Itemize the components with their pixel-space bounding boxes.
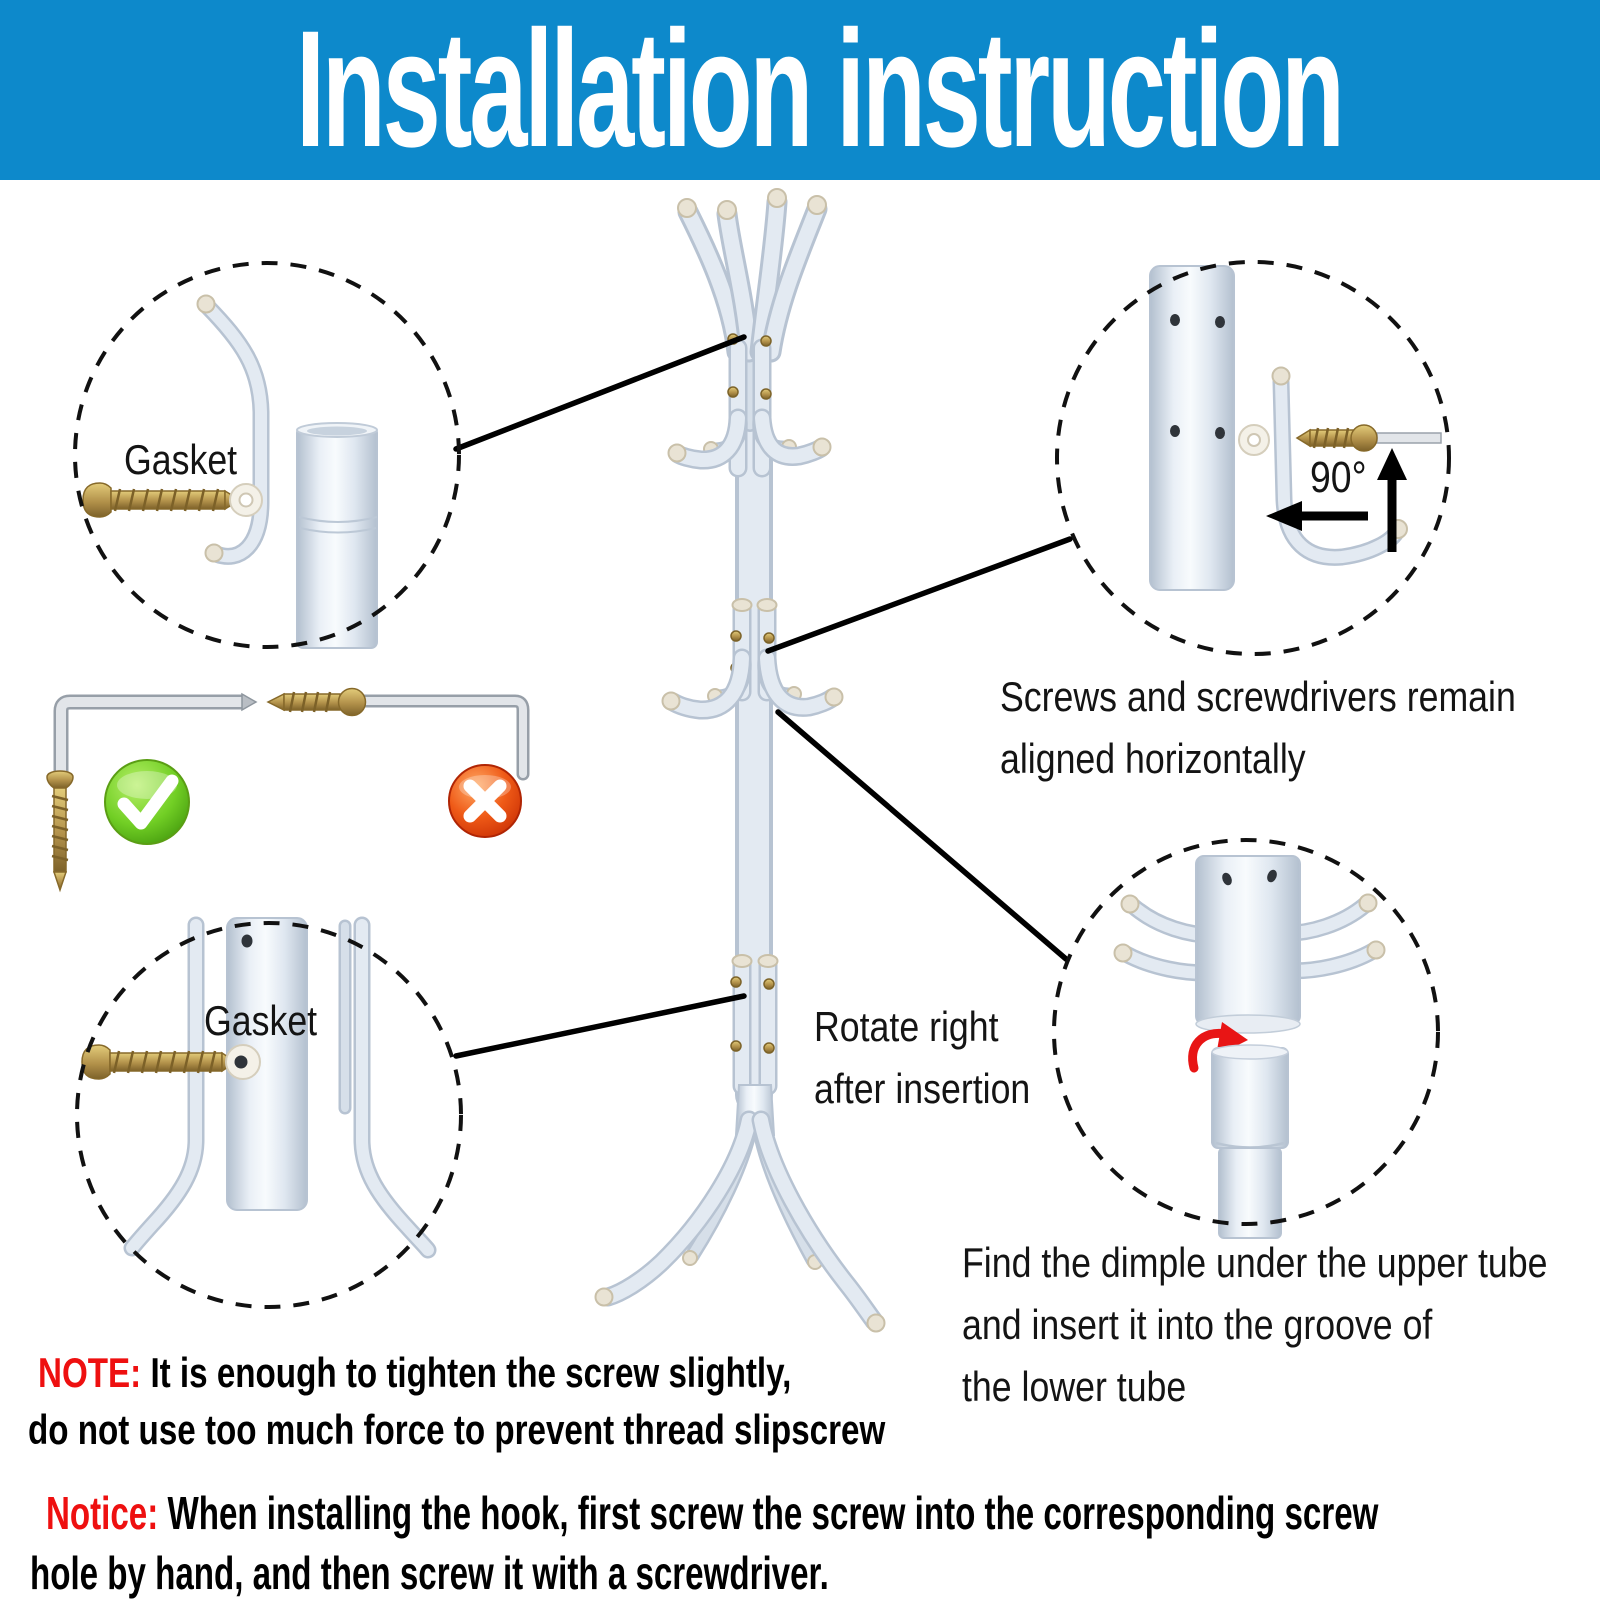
detail-circle-tube-insertion bbox=[1054, 840, 1438, 1238]
correct-orientation-example bbox=[47, 694, 256, 890]
rotate-caption: Rotate right after insertion bbox=[814, 1003, 1031, 1112]
note-text-line2: do not use too much force to prevent thread slipscrew bbox=[28, 1406, 886, 1453]
incorrect-x-icon bbox=[449, 765, 521, 837]
detail-circle-90-degree bbox=[1057, 262, 1449, 654]
pole-section bbox=[297, 427, 377, 648]
angle-label: 90° bbox=[1310, 453, 1367, 502]
lower-tube-top bbox=[1212, 1048, 1288, 1148]
header-banner bbox=[0, 0, 1600, 180]
correct-check-icon bbox=[105, 760, 189, 844]
gasket-label-top: Gasket bbox=[124, 436, 238, 483]
detail-circle-base-gasket bbox=[77, 918, 461, 1307]
callout-line bbox=[456, 996, 744, 1056]
notice-text-line1: Notice: When installing the hook, first screw the screw into the corresponding screw bbox=[46, 1487, 1379, 1539]
upper-tube bbox=[1196, 856, 1300, 1024]
crown-hooks bbox=[678, 189, 826, 352]
screw-icon bbox=[47, 771, 73, 890]
callout-line bbox=[456, 337, 744, 449]
screws-aligned-caption: Screws and screwdrivers remain aligned horizontally bbox=[1000, 673, 1516, 782]
incorrect-orientation-example bbox=[268, 689, 523, 838]
phillips-tip-icon bbox=[242, 694, 256, 710]
callout-line bbox=[768, 539, 1070, 651]
note-label: NOTE: bbox=[38, 1349, 142, 1396]
note-text-line1: NOTE: It is enough to tighten the screw slightly, bbox=[38, 1349, 792, 1396]
find-dimple-caption: Find the dimple under the upper tube and insert it into the groove of the lower tube bbox=[962, 1239, 1548, 1410]
screw-icon bbox=[268, 689, 366, 716]
page-title: Installation instruction bbox=[296, 0, 1342, 182]
gasket-icon bbox=[1239, 425, 1269, 455]
gasket-label-bottom: Gasket bbox=[204, 997, 318, 1044]
notice-text-line2: hole by hand, and then screw it with a screwdriver. bbox=[30, 1547, 829, 1599]
coat-rack-illustration bbox=[596, 189, 885, 1332]
notice-label: Notice: bbox=[46, 1487, 159, 1539]
